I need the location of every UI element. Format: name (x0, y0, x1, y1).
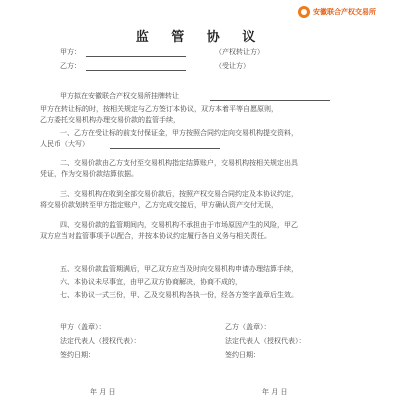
party-a-blank (86, 56, 186, 57)
paragraph-line: 凭证，作为交易价款结算依据。 (40, 170, 138, 178)
paragraph-line: 甲方在转让标的时，按相关规定与乙方签订本协议，双方本着平等自愿原则， (40, 105, 278, 113)
paragraph-line: 双方应当对监管事项予以配合，并按本协议约定履行各自义务与相关责任。 (40, 232, 271, 240)
paragraph-line: 将交易价款划转至甲方指定账户，乙方完成交接后，甲方确认资产交付无误， (40, 201, 278, 209)
blank-line (210, 100, 330, 101)
paragraph-line: 六、本协议未尽事宜，由甲乙双方协商解决，协商不成的， (60, 278, 242, 286)
paragraph-line: 七、本协议一式三份，甲、乙及交易机构各执一份，经各方签字盖章后生效。 (60, 291, 298, 299)
party-b-date: 年 月 日 (262, 388, 288, 396)
party-b-sign-date: 签约日期： (225, 351, 260, 359)
party-a-representative: 法定代表人（授权代表）： (60, 337, 141, 345)
party-a-sign-date: 签约日期： (60, 351, 95, 359)
logo (298, 5, 394, 19)
party-b-seal: 乙方（盖章）： (225, 323, 271, 331)
paragraph-line: 五、交易价款监管期满后，甲乙双方应当及时向交易机构申请办理结算手续， (60, 265, 298, 273)
paragraph-line: 一、乙方在受让标的前支付保证金，甲方按照合同约定向交易机构提交资料， (60, 129, 298, 137)
paragraph-line: 乙方委托交易机构办理交易价款的监管手续， (40, 116, 180, 124)
document-title: 监 管 协 议 (135, 30, 265, 45)
paragraph-line: 人民币（大写） (40, 140, 89, 148)
party-a-label: 甲方： (60, 48, 81, 56)
party-b-representative: 法定代表人（授权代表）： (225, 337, 306, 345)
party-b-note: （受让方） (215, 62, 250, 70)
logo-icon (298, 6, 310, 18)
party-a-date: 年 月 日 (90, 388, 116, 396)
paragraph-line: 三、交易机构在收到全部交易价款后，按照产权交易合同约定及本协议约定， (60, 190, 298, 198)
paragraph-line: 四、交易价款的监管期间内，交易机构不承担由于市场原因产生的风险，甲乙 (60, 221, 298, 229)
paragraph-line: 二、交易价款由乙方支付至交易机构指定结算账户，交易机构按相关规定出具 (60, 159, 298, 167)
blank-line (110, 148, 220, 149)
paragraph-line: 甲方拟在安徽联合产权交易所挂牌转让 (60, 92, 179, 100)
party-a-note: （产权转让方） (215, 48, 264, 56)
party-b-label: 乙方： (60, 62, 81, 70)
party-b-blank (86, 70, 186, 71)
party-a-seal: 甲方（盖章）： (60, 323, 106, 331)
logo-text: 安徽联合产权交易所 (313, 8, 376, 16)
